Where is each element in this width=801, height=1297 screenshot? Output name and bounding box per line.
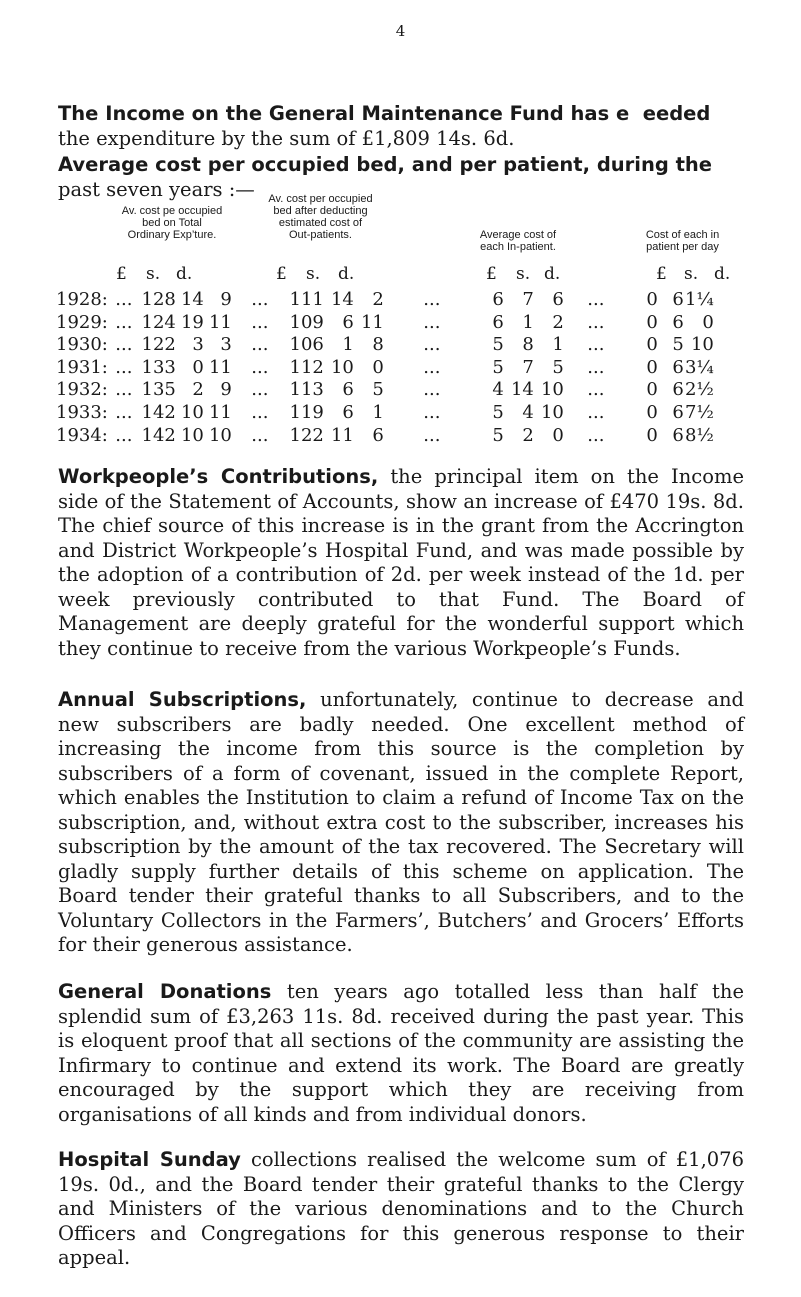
unit-pounds: £ [656, 264, 667, 284]
unit-labels [0, 264, 801, 286]
value-cell: 6 [342, 311, 354, 333]
workpeople-body: the principal item on the Income side of the Statement of Accounts, show an increase of £470 19s. 8d. The chief source of this increase is in the grant from the Accrington and District Workpeople’s Hospital Fund, and was made possible by the adoption of a contribution of 2d. per week instead of the 1d. per week previously contributed to that Fund. The Board of Management are deeply grateful for the wonderful support which they continue to receive from the various Workpeople’s Funds. [58, 465, 744, 660]
value-cell: 14 [330, 289, 354, 310]
value-cell: 5 [492, 334, 504, 356]
intro-paragraph [58, 102, 744, 151]
page-number: 4 [395, 22, 406, 40]
year-cell: 1930: [56, 334, 108, 356]
value-cell: 19 [180, 311, 204, 333]
header-after-outpatients [238, 193, 403, 241]
value-cell: 5 [492, 401, 504, 423]
value-cell: 6 [672, 379, 684, 401]
unit-shillings: s. [306, 264, 321, 284]
value-cell: 112 [289, 356, 324, 378]
donations-paragraph [58, 980, 744, 1127]
value-cell: 3¼ [684, 356, 714, 378]
value-cell: 6 [492, 311, 504, 333]
value-cell: 7 [522, 289, 534, 310]
table-row: 1928: ... 128 14 9 ... 111 14 2 ... 6 7 6 ... 0 6 1¼ [56, 289, 714, 310]
average-cost-line-2: past seven years :— [58, 177, 255, 201]
value-cell: 0 [646, 311, 658, 333]
value-cell: 0 [702, 311, 714, 333]
unit-pounds: £ [276, 264, 287, 284]
year-cell: 1934: [56, 424, 108, 446]
value-cell: 1 [372, 401, 384, 423]
value-cell: 10 [540, 401, 564, 423]
value-cell: 133 [141, 356, 176, 378]
value-cell: 113 [289, 379, 324, 401]
workpeople-paragraph [58, 465, 744, 661]
value-cell: 11 [208, 311, 232, 333]
header-text: Av. cost pe occupied bed on Total Ordinary Exp’ture. [121, 205, 223, 241]
value-cell: 6 [372, 424, 384, 446]
value-cell: 0 [646, 424, 658, 446]
value-cell: 8 [522, 334, 534, 356]
hospital-sunday-body: collections realised the welcome sum of £1,076 19s. 0d., and the Board tender their grateful thanks to the Clergy and Ministers of the various denominations and to the Church Officers and Congregations for this generous response to their appeal. [58, 1148, 744, 1269]
unit-pence: d. [544, 264, 561, 284]
value-cell: 6 [672, 356, 684, 378]
workpeople-title: Workpeople’s Contributions, [58, 465, 379, 488]
year-cell: 1931: [56, 356, 108, 378]
value-cell: 6 [672, 401, 684, 423]
value-cell: 2 [372, 289, 384, 310]
hospital-sunday-paragraph [58, 1148, 744, 1271]
value-cell: 10 [690, 334, 714, 356]
value-cell: 5 [492, 424, 504, 446]
value-cell: 1 [552, 334, 564, 356]
value-cell: 3 [220, 334, 232, 356]
value-cell: 5 [372, 379, 384, 401]
value-cell: 6 [342, 379, 354, 401]
header-inpatient-cost [454, 229, 582, 253]
value-cell: 6 [552, 289, 564, 310]
intro-line-2: the expenditure by the sum of £1,809 14s. 6d. [58, 126, 515, 150]
value-cell: 14 [510, 379, 534, 401]
donations-title: General Donations [58, 980, 272, 1003]
value-cell: 6 [672, 424, 684, 446]
table-row: 1934: ... 142 10 10 ... 122 11 6 ... 5 2 0 ... 0 6 8½ [56, 424, 714, 446]
subscriptions-body: unfortunately, continue to decrease and new subscribers are badly needed. One excellent method of increasing the income from this source is the completion by subscribers of a form of covenant, issued in the complete Report, which enables the Institution to claim a refund of Income Tax on the subscription, and, without extra cost to the subscriber, increases his subscription by the amount of the tax recovered. The Secretary will gladly supply further details of this scheme on application. The Board tender their grateful thanks to all Subscribers, and to the Voluntary Collectors in the Farmers’, Butchers’ and Grocers’ Efforts for their generous assistance. [58, 688, 744, 956]
subscriptions-title: Annual Subscriptions, [58, 688, 307, 711]
header-total-exp [92, 205, 252, 241]
value-cell: 6 [672, 311, 684, 333]
value-cell: 0 [646, 401, 658, 423]
value-cell: 1¼ [684, 289, 714, 310]
unit-pence: d. [338, 264, 355, 284]
value-cell: 9 [220, 379, 232, 401]
table-row: 1929: ... 124 19 11 ... 109 6 11 ... 6 1 2 ... 0 6 0 [56, 311, 714, 333]
subscriptions-paragraph [58, 688, 744, 958]
value-cell: 10 [180, 401, 204, 423]
value-cell: 7 [522, 356, 534, 378]
value-cell: 2 [552, 311, 564, 333]
value-cell: 2 [522, 424, 534, 446]
value-cell: 10 [208, 424, 232, 446]
value-cell: 1 [342, 334, 354, 356]
value-cell: 2½ [684, 379, 714, 401]
value-cell: 11 [330, 424, 354, 446]
value-cell: 10 [180, 424, 204, 446]
header-text: Average cost of each In-patient. [479, 229, 557, 253]
value-cell: 0 [552, 424, 564, 446]
value-cell: 128 [141, 289, 176, 310]
year-cell: 1933: [56, 401, 108, 423]
value-cell: 10 [540, 379, 564, 401]
value-cell: 6 [492, 289, 504, 310]
value-cell: 142 [141, 424, 176, 446]
intro-line-1: The Income on the General Maintenance Fund has e eeded [58, 102, 711, 125]
value-cell: 0 [646, 356, 658, 378]
header-per-day-cost [620, 229, 745, 253]
unit-pence: d. [714, 264, 731, 284]
unit-pence: d. [176, 264, 193, 284]
value-cell: 4 [492, 379, 504, 401]
value-cell: 109 [289, 311, 324, 333]
value-cell: 0 [646, 289, 658, 310]
value-cell: 5 [672, 334, 684, 356]
value-cell: 9 [220, 289, 232, 310]
table-headers [0, 183, 801, 273]
unit-shillings: s. [146, 264, 161, 284]
value-cell: 0 [646, 379, 658, 401]
header-text: Cost of each in patient per day [645, 229, 720, 253]
table-row: 1931: ... 133 0 11 ... 112 10 0 ... 5 7 5 ... 0 6 3¼ [56, 356, 714, 378]
year-cell: 1932: [56, 379, 108, 401]
value-cell: 10 [330, 356, 354, 378]
value-cell: 0 [192, 356, 204, 378]
value-cell: 0 [646, 334, 658, 356]
value-cell: 3 [192, 334, 204, 356]
value-cell: 119 [289, 401, 324, 423]
value-cell: 142 [141, 401, 176, 423]
average-cost-line-1: Average cost per occupied bed, and per patient, during the [58, 153, 713, 176]
value-cell: 111 [289, 289, 324, 310]
donations-body: ten years ago totalled less than half the splendid sum of £3,263 11s. 8d. received during the past year. This is eloquent proof that all sections of the community are assisting the Infirmary to continue and extend its work. The Board are greatly encouraged by the support which they are receiving from organisations of all kinds and from individual donors. [58, 980, 744, 1126]
value-cell: 11 [208, 356, 232, 378]
table-row: 1932: ... 135 2 9 ... 113 6 5 ... 4 14 10 ... 0 6 2½ [56, 379, 714, 401]
value-cell: 8½ [684, 424, 714, 446]
value-cell: 2 [192, 379, 204, 401]
value-cell: 11 [208, 401, 232, 423]
value-cell: 8 [372, 334, 384, 356]
value-cell: 135 [141, 379, 176, 401]
year-cell: 1929: [56, 311, 108, 333]
table-row: 1930: ... 122 3 3 ... 106 1 8 ... 5 8 1 ... 0 5 10 [56, 334, 714, 356]
unit-shillings: s. [516, 264, 531, 284]
year-cell: 1928: [56, 289, 108, 310]
value-cell: 6 [672, 289, 684, 310]
header-text: Av. cost per occupied bed after deducting estimated cost of Out-patients. [268, 193, 373, 241]
value-cell: 6 [342, 401, 354, 423]
value-cell: 5 [552, 356, 564, 378]
value-cell: 5 [492, 356, 504, 378]
value-cell: 4 [522, 401, 534, 423]
cost-table [56, 289, 714, 447]
value-cell: 14 [180, 289, 204, 310]
value-cell: 122 [289, 424, 324, 446]
value-cell: 1 [522, 311, 534, 333]
value-cell: 0 [372, 356, 384, 378]
value-cell: 122 [141, 334, 176, 356]
value-cell: 7½ [684, 401, 714, 423]
hospital-sunday-title: Hospital Sunday [58, 1148, 241, 1171]
value-cell: 106 [289, 334, 324, 356]
value-cell: 124 [141, 311, 176, 333]
value-cell: 11 [360, 311, 384, 333]
table-row: 1933: ... 142 10 11 ... 119 6 1 ... 5 4 10 ... 0 6 7½ [56, 401, 714, 423]
unit-pounds: £ [486, 264, 497, 284]
unit-shillings: s. [684, 264, 699, 284]
unit-pounds: £ [116, 264, 127, 284]
